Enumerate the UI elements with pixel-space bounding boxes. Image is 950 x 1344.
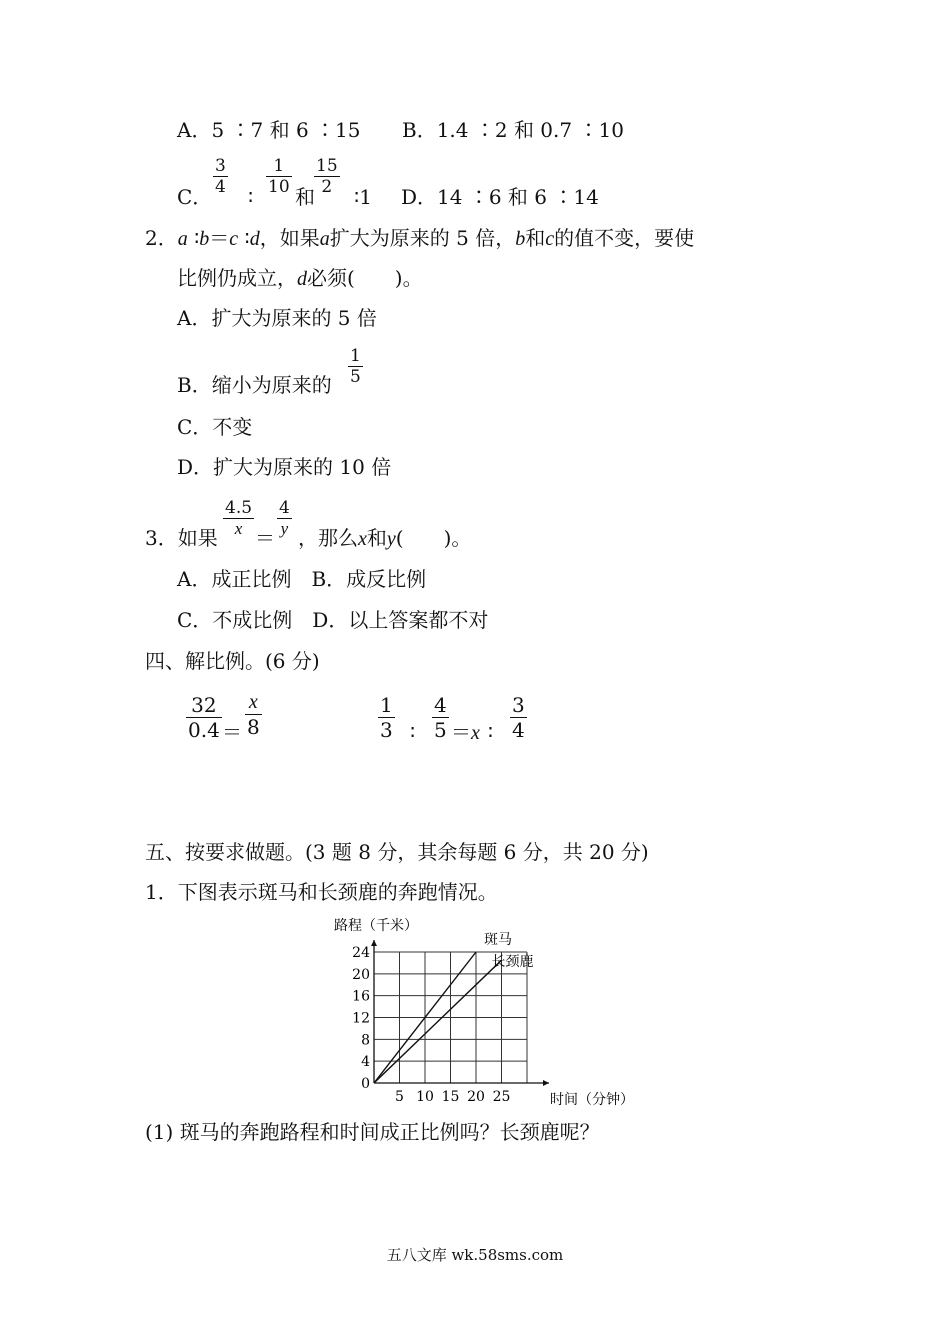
option-a-prev: A．5 ∶7 和 6 ∶15 (177, 118, 361, 142)
fraction-1-3: 1 3 (380, 693, 393, 742)
question-3-rest: ，那么x和y( )。 (298, 526, 472, 550)
x-axis-label: 时间（分钟） (550, 1092, 634, 1108)
equals-sign: ＝ (255, 526, 275, 550)
q2-option-b: B．缩小为原来的 (177, 373, 332, 397)
option-c-prefix: C． (177, 185, 213, 209)
y-tick-label: 4 (361, 1054, 370, 1071)
series-label: 长颈鹿 (491, 954, 534, 971)
section-4-title: 四、解比例。(6 分) (145, 649, 320, 673)
fraction-1-5: 1 5 (350, 346, 361, 387)
chart-grid (374, 952, 527, 1083)
y-tick-label: 20 (352, 966, 370, 983)
option-b-prev: B．1.4 ∶2 和 0.7 ∶10 (402, 118, 624, 142)
y-axis-arrow (371, 940, 377, 946)
fraction-3-4: 3 4 (512, 693, 525, 742)
fraction-15-2: 15 2 (316, 156, 338, 197)
equation-2-rest: ＝x ∶ (451, 720, 494, 744)
fraction-x-8: x 8 (247, 691, 260, 739)
and-text: 和 (295, 185, 315, 209)
x-tick-label: 10 (416, 1089, 434, 1105)
q3-options-ab: A．成正比例 B．成反比例 (177, 567, 427, 591)
section-5-title: 五、按要求做题。(3 题 8 分，其余每题 6 分，共 20 分) (145, 840, 649, 864)
y-tick-label: 16 (352, 988, 370, 1005)
q2-option-d: D．扩大为原来的 10 倍 (177, 455, 392, 479)
y-tick-label: 24 (352, 945, 370, 961)
y-tick-label: 0 (361, 1076, 370, 1092)
q3-options-cd: C．不成比例 D．以上答案都不对 (177, 608, 489, 632)
series-line-giraffe (374, 960, 502, 1083)
footer-watermark: 五八文库 wk.58sms.com (386, 1246, 564, 1264)
option-d-prev: D．14 ∶6 和 6 ∶14 (401, 185, 599, 209)
colon: ∶ (410, 720, 416, 744)
y-tick-label: 12 (352, 1010, 370, 1027)
question-2-line2: 比例仍成立，d必须( )。 (177, 266, 423, 290)
x-tick-label: 25 (492, 1089, 511, 1105)
x-tick-label: 20 (467, 1089, 485, 1105)
fraction-1-10: 1 10 (268, 156, 290, 197)
fraction-4-y: 4 y (279, 498, 290, 538)
q2-option-c: C．不变 (177, 415, 253, 439)
x-axis-arrow (543, 1080, 549, 1086)
fraction-4-5: 4 5 (434, 693, 447, 742)
fraction-4.5-x: 4.5 x (225, 498, 253, 538)
chart-series (374, 932, 534, 1083)
y-axis-label: 路程（千米） (334, 918, 418, 934)
fraction-32-0.4: 32 0.4 (188, 693, 220, 742)
x-tick-label: 5 (395, 1089, 404, 1105)
x-tick-label: 15 (441, 1089, 460, 1105)
speed-line-chart (320, 910, 634, 1115)
fraction-3-4: 3 4 (215, 156, 226, 197)
q2-option-a: A．扩大为原来的 5 倍 (177, 306, 377, 330)
section-5-question-1: 1．下图表示斑马和长颈鹿的奔跑情况。 (145, 880, 498, 904)
question-3-prefix: 3．如果 (145, 526, 218, 550)
sub-question-1: (1) 斑马的奔跑路程和时间成正比例吗？长颈鹿呢？ (145, 1120, 600, 1144)
equals-sign: ＝ (222, 720, 242, 744)
y-tick-label: 8 (361, 1032, 370, 1049)
series-label: 斑马 (484, 932, 512, 948)
colon: ∶ (248, 185, 254, 209)
question-2-line1: 2．a ∶b＝c ∶d，如果a扩大为原来的 5 倍，b和c的值不变，要使 (145, 226, 695, 250)
colon-1: ∶1 (354, 185, 372, 209)
